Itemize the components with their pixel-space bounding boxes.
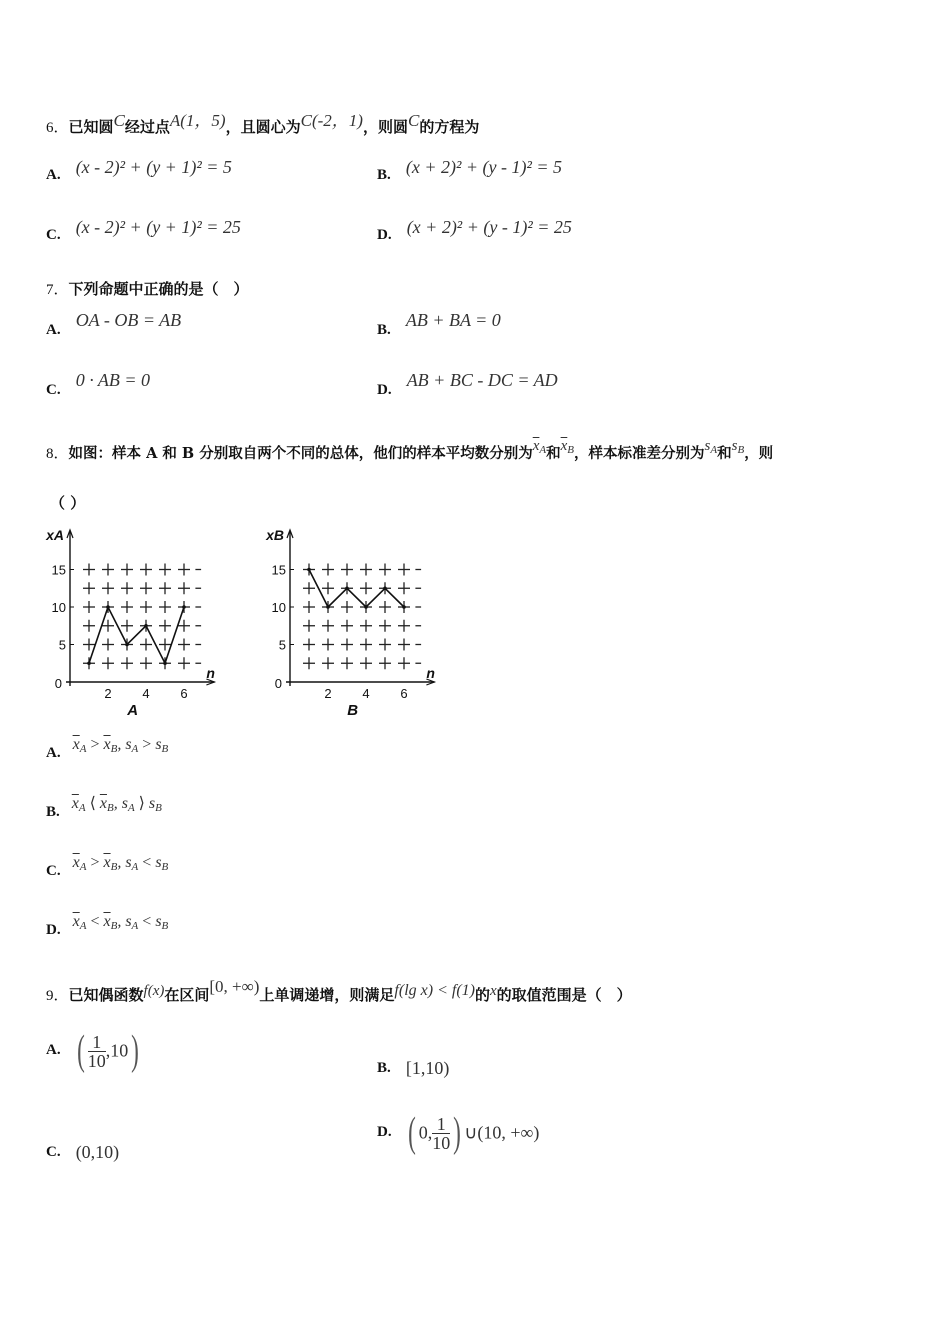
- y-axis-label: xB: [266, 527, 284, 543]
- paren-close: ): [453, 1110, 462, 1156]
- data-point: [87, 661, 91, 665]
- q6-number: 6．: [46, 120, 69, 136]
- data-point: [326, 605, 330, 609]
- x-tick-label: 2: [324, 686, 332, 701]
- q9-option-d[interactable]: D. ( 0, $\frac{1}{10}$ ) ∪(10, +∞): [377, 1110, 540, 1156]
- q9-stem: 9．已知偶函数f(x)在区间[0, +∞)上单调递增，则满足f(lg x) < f(1)的x的取值范围是（ ）: [46, 977, 632, 1004]
- q7-option-c[interactable]: C. 0 · AB = 0: [46, 370, 150, 398]
- q6-option-c[interactable]: C. (x - 2)² + (y + 1)² = 25: [46, 217, 241, 243]
- circle-center: C(-2，1): [300, 111, 363, 130]
- x-tick-label: 4: [362, 686, 370, 701]
- y-tick-label: 10: [271, 600, 286, 615]
- q6-option-a[interactable]: A. (x - 2)² + (y + 1)² = 5: [46, 157, 232, 183]
- q9-number: 9．: [46, 988, 69, 1004]
- data-point: [144, 624, 148, 628]
- y-tick-label: 5: [278, 637, 286, 653]
- data-point: [125, 643, 129, 647]
- data-point: [182, 605, 186, 609]
- q7-stem: 7．下列命题中正确的是（ ）: [46, 280, 249, 298]
- x-axis-label: n: [206, 665, 215, 681]
- q7-number: 7．: [46, 282, 69, 298]
- q8-stem: 8．如图：样本 A 和 B 分别取自两个不同的总体，他们的样本平均数分别为$\overline{x}_A$和$\overline{x}_B$，样本标准差分别为$s_A$和$s_B$，则: [46, 438, 774, 462]
- data-point: [106, 605, 110, 609]
- q6-option-d[interactable]: D. (x + 2)² + (y - 1)² = 25: [377, 217, 572, 243]
- y-tick-label: 15: [271, 562, 286, 578]
- y-tick-label: 15: [51, 562, 66, 578]
- paren-open: (: [407, 1110, 416, 1156]
- x-axis-label: n: [426, 665, 435, 681]
- x-tick-label: 6: [180, 686, 188, 701]
- chart-sample-b: [260, 522, 455, 717]
- data-point: [364, 605, 368, 609]
- x-tick-label: 4: [142, 686, 150, 701]
- q8-option-a[interactable]: A. $\overline{x}_A > \overline{x}_B$, $s_A > s_B$: [46, 736, 169, 761]
- q7-option-a[interactable]: A. OA - OB = AB: [46, 310, 182, 338]
- data-point: [383, 586, 387, 590]
- data-point: [345, 586, 349, 590]
- y-tick-label: 10: [51, 600, 66, 615]
- fraction-1-10: $\frac{1}{10}$: [432, 1113, 451, 1153]
- x-tick-label: 2: [104, 686, 112, 701]
- q8-answer-paren: （ ）: [50, 494, 86, 512]
- origin-label: 0: [54, 676, 62, 691]
- y-tick-label: 5: [58, 637, 66, 653]
- q9-option-b[interactable]: B. [1,10): [377, 1058, 450, 1078]
- q8-option-b[interactable]: B. $\overline{x}_A$ ⟨ $\overline{x}_B$, $s_A$ ⟩ $s_B$: [46, 795, 162, 820]
- q7-option-d[interactable]: D. AB + BC - DC = AD: [377, 370, 558, 398]
- fraction-1-10: $\frac{1}{10}$: [87, 1031, 106, 1071]
- y-axis-label: xA: [46, 527, 64, 543]
- data-point: [402, 605, 406, 609]
- q9-option-a[interactable]: A. ( $\frac{1}{10}$ ,10): [46, 1028, 140, 1074]
- chart-sample-a: [40, 522, 235, 717]
- q6-option-b[interactable]: B. (x + 2)² + (y - 1)² = 5: [377, 157, 563, 183]
- point-a: A(1，5): [169, 111, 226, 130]
- paren-open: (: [76, 1028, 85, 1074]
- paren-close: ): [131, 1028, 140, 1074]
- origin-label: 0: [274, 676, 282, 691]
- data-point: [163, 661, 167, 665]
- q6-stem: 6．已知圆C经过点A(1，5)，且圆心为C(-2，1)，则圆C的方程为: [46, 111, 480, 136]
- q8-option-c[interactable]: C. $\overline{x}_A > \overline{x}_B$, $s_A < s_B$: [46, 854, 169, 879]
- q9-option-c[interactable]: C. (0,10): [46, 1142, 120, 1162]
- data-point: [307, 568, 311, 572]
- q8-number: 8．: [46, 446, 69, 462]
- q8-option-d[interactable]: D. $\overline{x}_A < \overline{x}_B$, $s_A < s_B$: [46, 913, 169, 938]
- data-line: [89, 607, 184, 663]
- q7-option-b[interactable]: B. AB + BA = 0: [377, 310, 501, 338]
- chart-title: A: [127, 702, 139, 717]
- chart-title: B: [347, 702, 359, 717]
- x-tick-label: 6: [400, 686, 408, 701]
